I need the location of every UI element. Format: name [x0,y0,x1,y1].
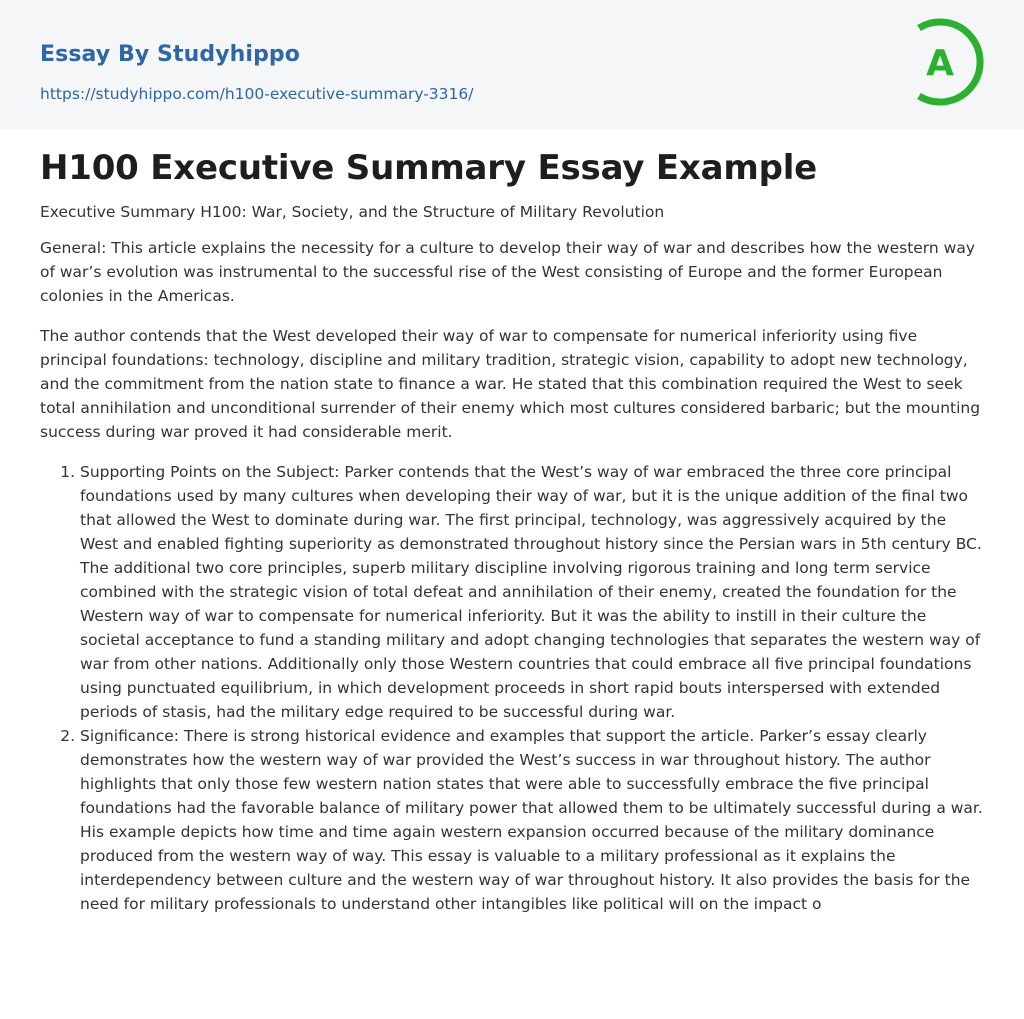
site-brand[interactable]: Essay By Studyhippo [40,42,300,67]
page-title: H100 Executive Summary Essay Example [40,148,818,188]
list-item-supporting-points: 1. Supporting Points on the Subject: Parker contends that the West’s way of war embraced the three core principal foundations used by many cultures when developing their way of war, but it is the unique addition of the final two that allowed the West to dominate during war. The first principal, technology, was aggressively acquired by the West and enabled fighting superiority as demonstrated throughout history since the Persian wars in 5th century BC. The additional two core principles, superb military discipline involving rigorous training and long term service combined with the strategic vision of total defeat and annihilation of their enemy, created the foundation for the Western way of war to compensate for numerical inferiority. But it was the ability to instill in their culture the societal acceptance to fund a standing military and adopt changing technologies that separates the western way of war from other nations. Additionally only those Western countries that could embrace all five principal foundations using punctuated equilibrium, in which development proceeds in short rapid bouts interspersed with extended periods of stasis, had the military edge required to be successful during war. [80,460,984,724]
article [40,144,984,916]
page-url[interactable]: https://studyhippo.com/h100-executive-summary-3316/ [40,85,474,103]
site-header [0,0,1024,129]
list-item-significance: 2. Significance: There is strong historical evidence and examples that support the article. Parker’s essay clearly demonstrates how the western way of war provided the West’s success in war throughout history. The author highlights that only those few western nation states that were able to successfully embrace the five principal foundations had the favorable balance of military power that allowed them to be ultimately successful during a war. His example depicts how time and time again western expansion occurred because of the military dominance produced from the western way of way. This essay is valuable to a military professional as it explains the interdependency between culture and the western way of war throughout history. It also provides the basis for the need for military professionals to understand other intangibles like political will on the impact o [80,724,984,916]
paragraph-general: General: This article explains the necessity for a culture to develop their way of war and describes how the western way of war’s evolution was instrumental to the successful rise of the West consisting of Europe and the former European colonies in the Americas. [40,239,976,305]
paragraph-author-contends: The author contends that the West developed their way of war to compensate for numerical inferiority using five principal foundations: technology, discipline and military tradition, strategic vision, capability to adopt new technology, and the commitment from the nation state to finance a war. He stated that this combination required the West to seek total annihilation and unconditional surrender of their enemy which most cultures considered barbaric; but the mounting success during war proved it had considerable merit. [40,327,981,441]
article-subtitle: Executive Summary H100: War, Society, and the Structure of Military Revolution [40,203,665,221]
numbered-list [40,460,984,916]
studyhippo-logo[interactable] [911,18,987,106]
logo-letter: A [926,43,954,84]
